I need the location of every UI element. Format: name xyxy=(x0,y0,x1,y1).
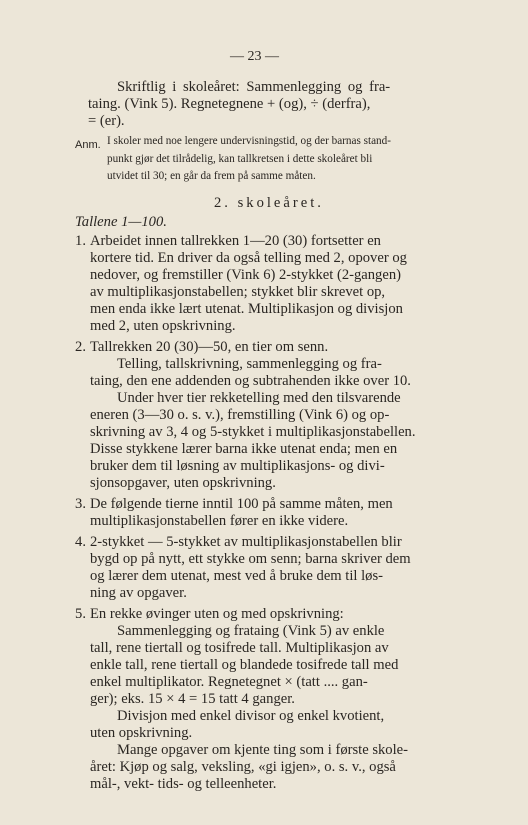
item-number: 5. xyxy=(75,606,86,622)
item-line: sjonsopgaver, uten opskrivning. xyxy=(90,475,276,491)
item-line: Mange opgaver om kjente ting som i første skole- xyxy=(117,742,408,758)
item-line: bygd op på nytt, ett stykke om senn; barna skriver dem xyxy=(90,551,411,567)
item-line: multiplikasjonstabellen fører en ikke videre. xyxy=(90,513,349,529)
item-line: tall, rene tiertall og tosifrede tall. Multiplikasjon av xyxy=(90,640,389,656)
item-line: skrivning av 3, 4 og 5-stykket i multiplikasjonstabellen. xyxy=(90,424,416,440)
anm-line: I skoler med noe lengere undervisningstid, og der barnas stand- xyxy=(107,135,391,147)
item-line: mål-, vekt- tids- og telleenheter. xyxy=(90,776,277,792)
item-line: taing, den ene addenden og subtrahenden ikke over 10. xyxy=(90,373,411,389)
item-line: eneren (3—30 o. s. v.), fremstilling (Vink 6) og op- xyxy=(90,407,390,423)
anm-line: utvidet til 30; en går da frem på samme måten. xyxy=(107,170,316,182)
page-number: — 23 — xyxy=(230,49,279,64)
item-line: men enda ikke lært utenat. Multiplikasjon og divisjon xyxy=(90,301,403,317)
item-line: enkel multiplikator. Regnetegnet × (tatt .... gan- xyxy=(90,674,368,690)
item-line: året: Kjøp og salg, veksling, «gi igjen», o. s. v., også xyxy=(90,759,396,775)
item-line: Divisjon med enkel divisor og enkel kvotient, xyxy=(117,708,385,724)
item-line: Telling, tallskrivning, sammenlegging og fra- xyxy=(117,356,382,372)
item-line: Disse stykkene lærer barna ikke utenat enda; men en xyxy=(90,441,398,457)
item-line: Tallrekken 20 (30)—50, en tier om senn. xyxy=(90,339,329,355)
item-line: En rekke øvinger uten og med opskrivning: xyxy=(90,606,344,622)
item-line: og lærer dem utenat, mest ved å bruke dem til løs- xyxy=(90,568,384,584)
intro-line: Skriftlig i skoleåret: Sammenlegging og fra- xyxy=(117,79,391,95)
item-line: 2-stykket — 5-stykket av multiplikasjonstabellen blir xyxy=(90,534,402,550)
item-line: kortere tid. En driver da også telling med 2, opover og xyxy=(90,250,407,266)
item-line: bruker dem til løsning av multiplikasjons- og divi- xyxy=(90,458,385,474)
item-line: ning av opgaver. xyxy=(90,585,187,601)
item-line: Under hver tier rekketelling med den tilsvarende xyxy=(117,390,401,406)
item-number: 2. xyxy=(75,339,86,355)
item-line: De følgende tierne inntil 100 på samme måten, men xyxy=(90,496,393,512)
item-line: nedover, og fremstiller (Vink 6) 2-stykket (2-gangen) xyxy=(90,267,401,283)
item-line: ger); eks. 15 × 4 = 15 tatt 4 ganger. xyxy=(90,691,295,707)
item-number: 1. xyxy=(75,233,86,249)
intro-line: = (er). xyxy=(88,113,125,129)
item-line: med 2, uten opskrivning. xyxy=(90,318,236,334)
section-heading: 2. skoleåret. xyxy=(214,195,324,211)
item-line: Sammenlegging og frataing (Vink 5) av enkle xyxy=(117,623,385,639)
anm-line: punkt gjør det tilrådelig, kan tallkretsen i dette skoleåret bli xyxy=(107,153,373,165)
intro-line: taing. (Vink 5). Regnetegnene + (og), ÷ (derfra), xyxy=(88,96,371,112)
item-line: av multiplikasjonstabellen; stykket blir skrevet op, xyxy=(90,284,386,300)
subheading: Tallene 1—100. xyxy=(75,214,167,230)
item-line: uten opskrivning. xyxy=(90,725,193,741)
item-number: 3. xyxy=(75,496,86,512)
item-number: 4. xyxy=(75,534,86,550)
anm-label: Anm. xyxy=(75,139,101,151)
item-line: Arbeidet innen tallrekken 1—20 (30) fortsetter en xyxy=(90,233,381,249)
item-line: enkle tall, rene tiertall og blandede tosifrede tall med xyxy=(90,657,399,673)
